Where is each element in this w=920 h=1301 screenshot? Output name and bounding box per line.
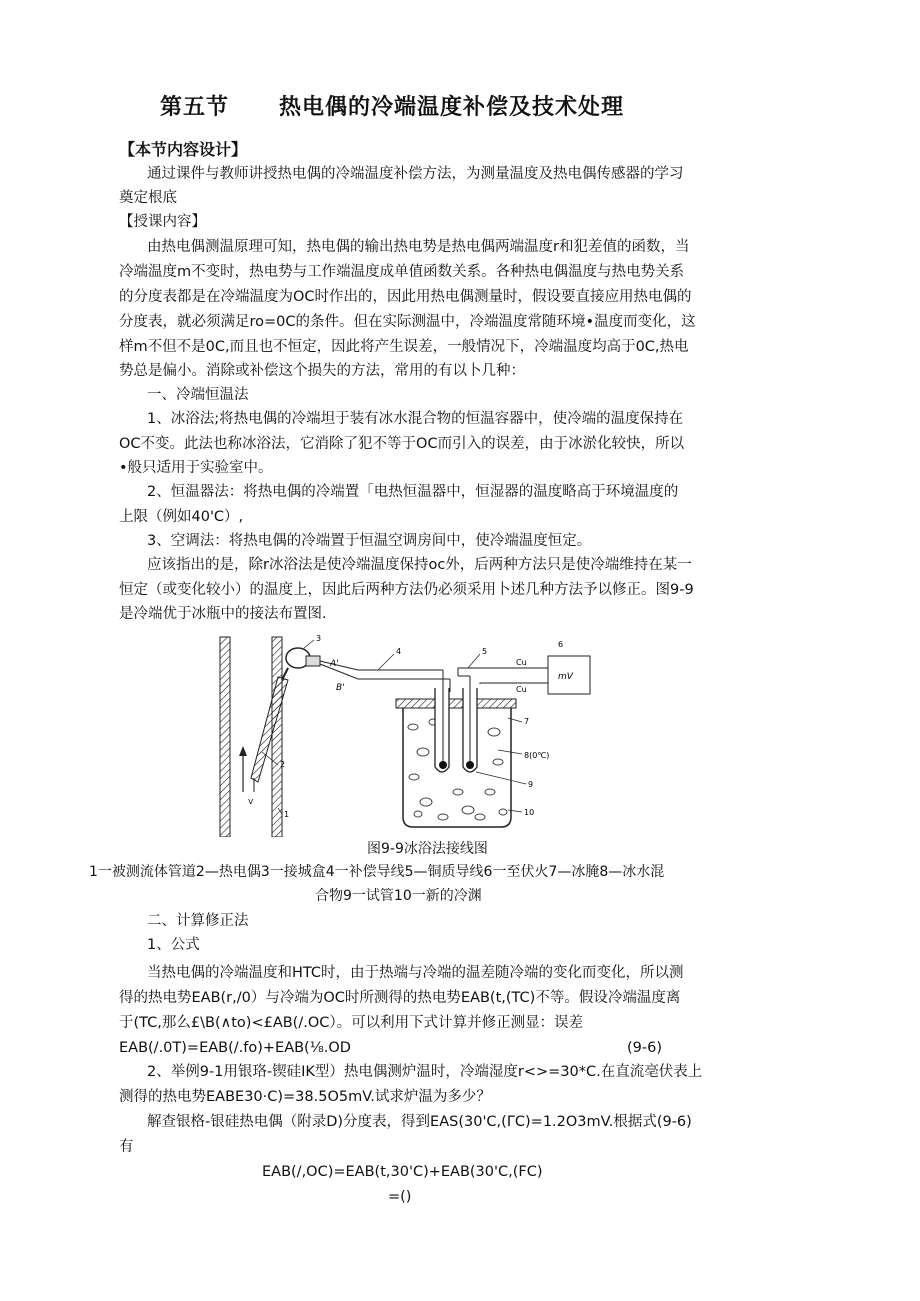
ice-bath-line: OC不变。此法也称冰浴法，它消除了犯不等于OC而引入的误差，由于冰淤化较快，所以 [119,436,685,452]
section1-heading: 一、冷端恒温法 [147,387,249,403]
note-line: 应该指出的是，除r冰浴法是使冷端温度保持oc外，后两种方法只是使冷端维持在某一 [147,557,692,573]
figure-legend-line: 1一被测流体管道2—热电偶3一接城盒4一补偿导线5—铜质导线6一至伏火7—冰腌8—冰水混 [89,864,665,880]
intro-line: 势总是偏小。消除或补偿这个损失的方法，常用的有以卜几种： [119,363,525,379]
copper-label-1: Cu [516,658,527,667]
label-7: 7 [524,717,530,726]
section-title-text: 热电偶的冷端温度补偿及技术处理 [279,95,625,120]
calc-line: 于(TC,那么£\B(∧to)<£AB(/.OC）。可以利用下式计算并修正测显：误差 [119,1015,584,1031]
figure-legend-line: 合物9一试管10一新的冷渊 [315,888,482,904]
calc-line: 当热电偶的冷端温度和HTC时，由于热端与冷端的温差随冷端的变化而变化，所以测 [147,965,684,981]
ice-bath-line: •般只适用于实验室中。 [119,460,273,476]
pipe-wall-left [220,637,230,837]
label-3: 3 [316,634,322,643]
solution-line: 有 [119,1139,134,1155]
correction-equation: EAB(/.0T)=EAB(/.fo)+EAB(⅛.OD [119,1040,351,1056]
example-line: 测得的热电势EABE30·C)=38.5O5mV.试求炉温为多少？ [119,1089,491,1105]
ice-water-mixture [408,719,507,820]
intro-line: 样m不但不是0C,而且也不恒定，因此将产生误差，一般情况下，冷端温度均高于0C,热电 [119,339,689,355]
intro-line: 由热电偶测温原理可知，热电偶的输出热电势是热电偶两端温度r和犯差值的函数，当 [147,239,690,255]
thermostat-line: 2、恒温器法：将热电偶的冷端置「电热恒温器中，恒湿器的温度略高于环境温度的 [147,484,679,500]
intro-line: 冷端温度m不变时，热电势与工作端温度成单值函数关系。各种热电偶温度与热电势关系 [119,264,685,280]
pipe-wall-right [272,637,282,837]
lead-a-label: A' [330,659,339,669]
ice-flask [403,708,511,827]
label-6: 6 [558,640,564,649]
lead-b-label: B' [336,683,345,693]
junction-box-neck [282,668,288,680]
flow-arrow-head [239,746,247,756]
thermostat-line: 上限（例如40'C）, [119,509,244,525]
label-8: 8(0℃) [524,751,550,760]
label-5: 5 [482,647,488,656]
compensation-lead-b [320,664,450,679]
flask-lid [396,699,516,708]
calc-line: 得的热电势EAB(r,/0）与冷端为OC时所测得的热电势EAB(t,(TC)不等。假设冷端温度离 [119,990,681,1006]
ice-bath-wiring-diagram [218,632,608,837]
formula-heading: 1、公式 [147,937,200,953]
copper-lead-2 [480,683,548,684]
junction-box-outlet [306,656,320,666]
millivoltmeter-label: mV [558,672,573,682]
cold-junction-1 [439,761,447,769]
section-title [160,95,625,120]
final-equation: EAB(/,OC)=EAB(t,30'C)+EAB(30'C,(FC) [262,1164,543,1180]
label-4: 4 [396,647,402,656]
solution-line: 解查银格-银硅热电偶（附录D)分度表，得到EAS(30'C,(ΓC)=1.2O3mV.根据式(9-6) [147,1114,692,1130]
equation-number: (9-6) [627,1040,662,1056]
intro-line: 分度表，就必须满足ro=0C的条件。但在实际测温中，冷端温度常随环境•温度而变化，这 [119,314,696,330]
design-text-line: 通过课件与教师讲授热电偶的冷端温度补偿方法，为测量温度及热电偶传感器的学习 [147,166,684,182]
figure-caption: 图9-9冰浴法接线图 [367,841,488,857]
final-equation-result: =() [388,1189,412,1205]
copper-lead-1 [458,668,548,676]
teach-heading: 【授课内容】 [119,214,206,230]
label-1: 1 [284,810,290,819]
design-text-line: 奠定根底 [119,190,177,206]
cold-junction-2 [466,761,474,769]
section2-heading: 二、计算修正法 [147,913,249,929]
air-conditioning-line: 3、空调法：将热电偶的冷端置于恒温空调房间中，使冷端温度恒定。 [147,533,592,549]
note-line: 恒定（或变化较小）的温度上，因此后两种方法仍必须采用卜述几种方法予以修正。图9-9 [119,582,694,598]
intro-line: 的分度表都是在冷端温度为OC时作出的，因此用热电偶测量时，假设要直接应用热电偶的 [119,289,692,305]
label-9: 9 [528,780,534,789]
ice-bath-line: 1、冰浴法;将热电偶的冷端坦于装有冰水混合物的恒温容器中，使冷端的温度保持在 [147,411,684,427]
design-heading: 【本节内容设计】 [119,140,248,159]
test-tube-1 [435,688,449,772]
copper-label-2: Cu [516,685,527,694]
label-2: 2 [280,760,286,769]
section-title-number: 第五节 [160,95,230,120]
example-line: 2、举例9-1用银珞-锲硅IK型）热电偶测炉温时，冷端湿度r<>=30*C.在直流亳伏表上 [147,1064,703,1080]
note-line: 是冷端优于冰瓶中的接法布置图. [119,606,327,622]
label-10: 10 [524,808,535,817]
flow-label: v [248,797,254,807]
